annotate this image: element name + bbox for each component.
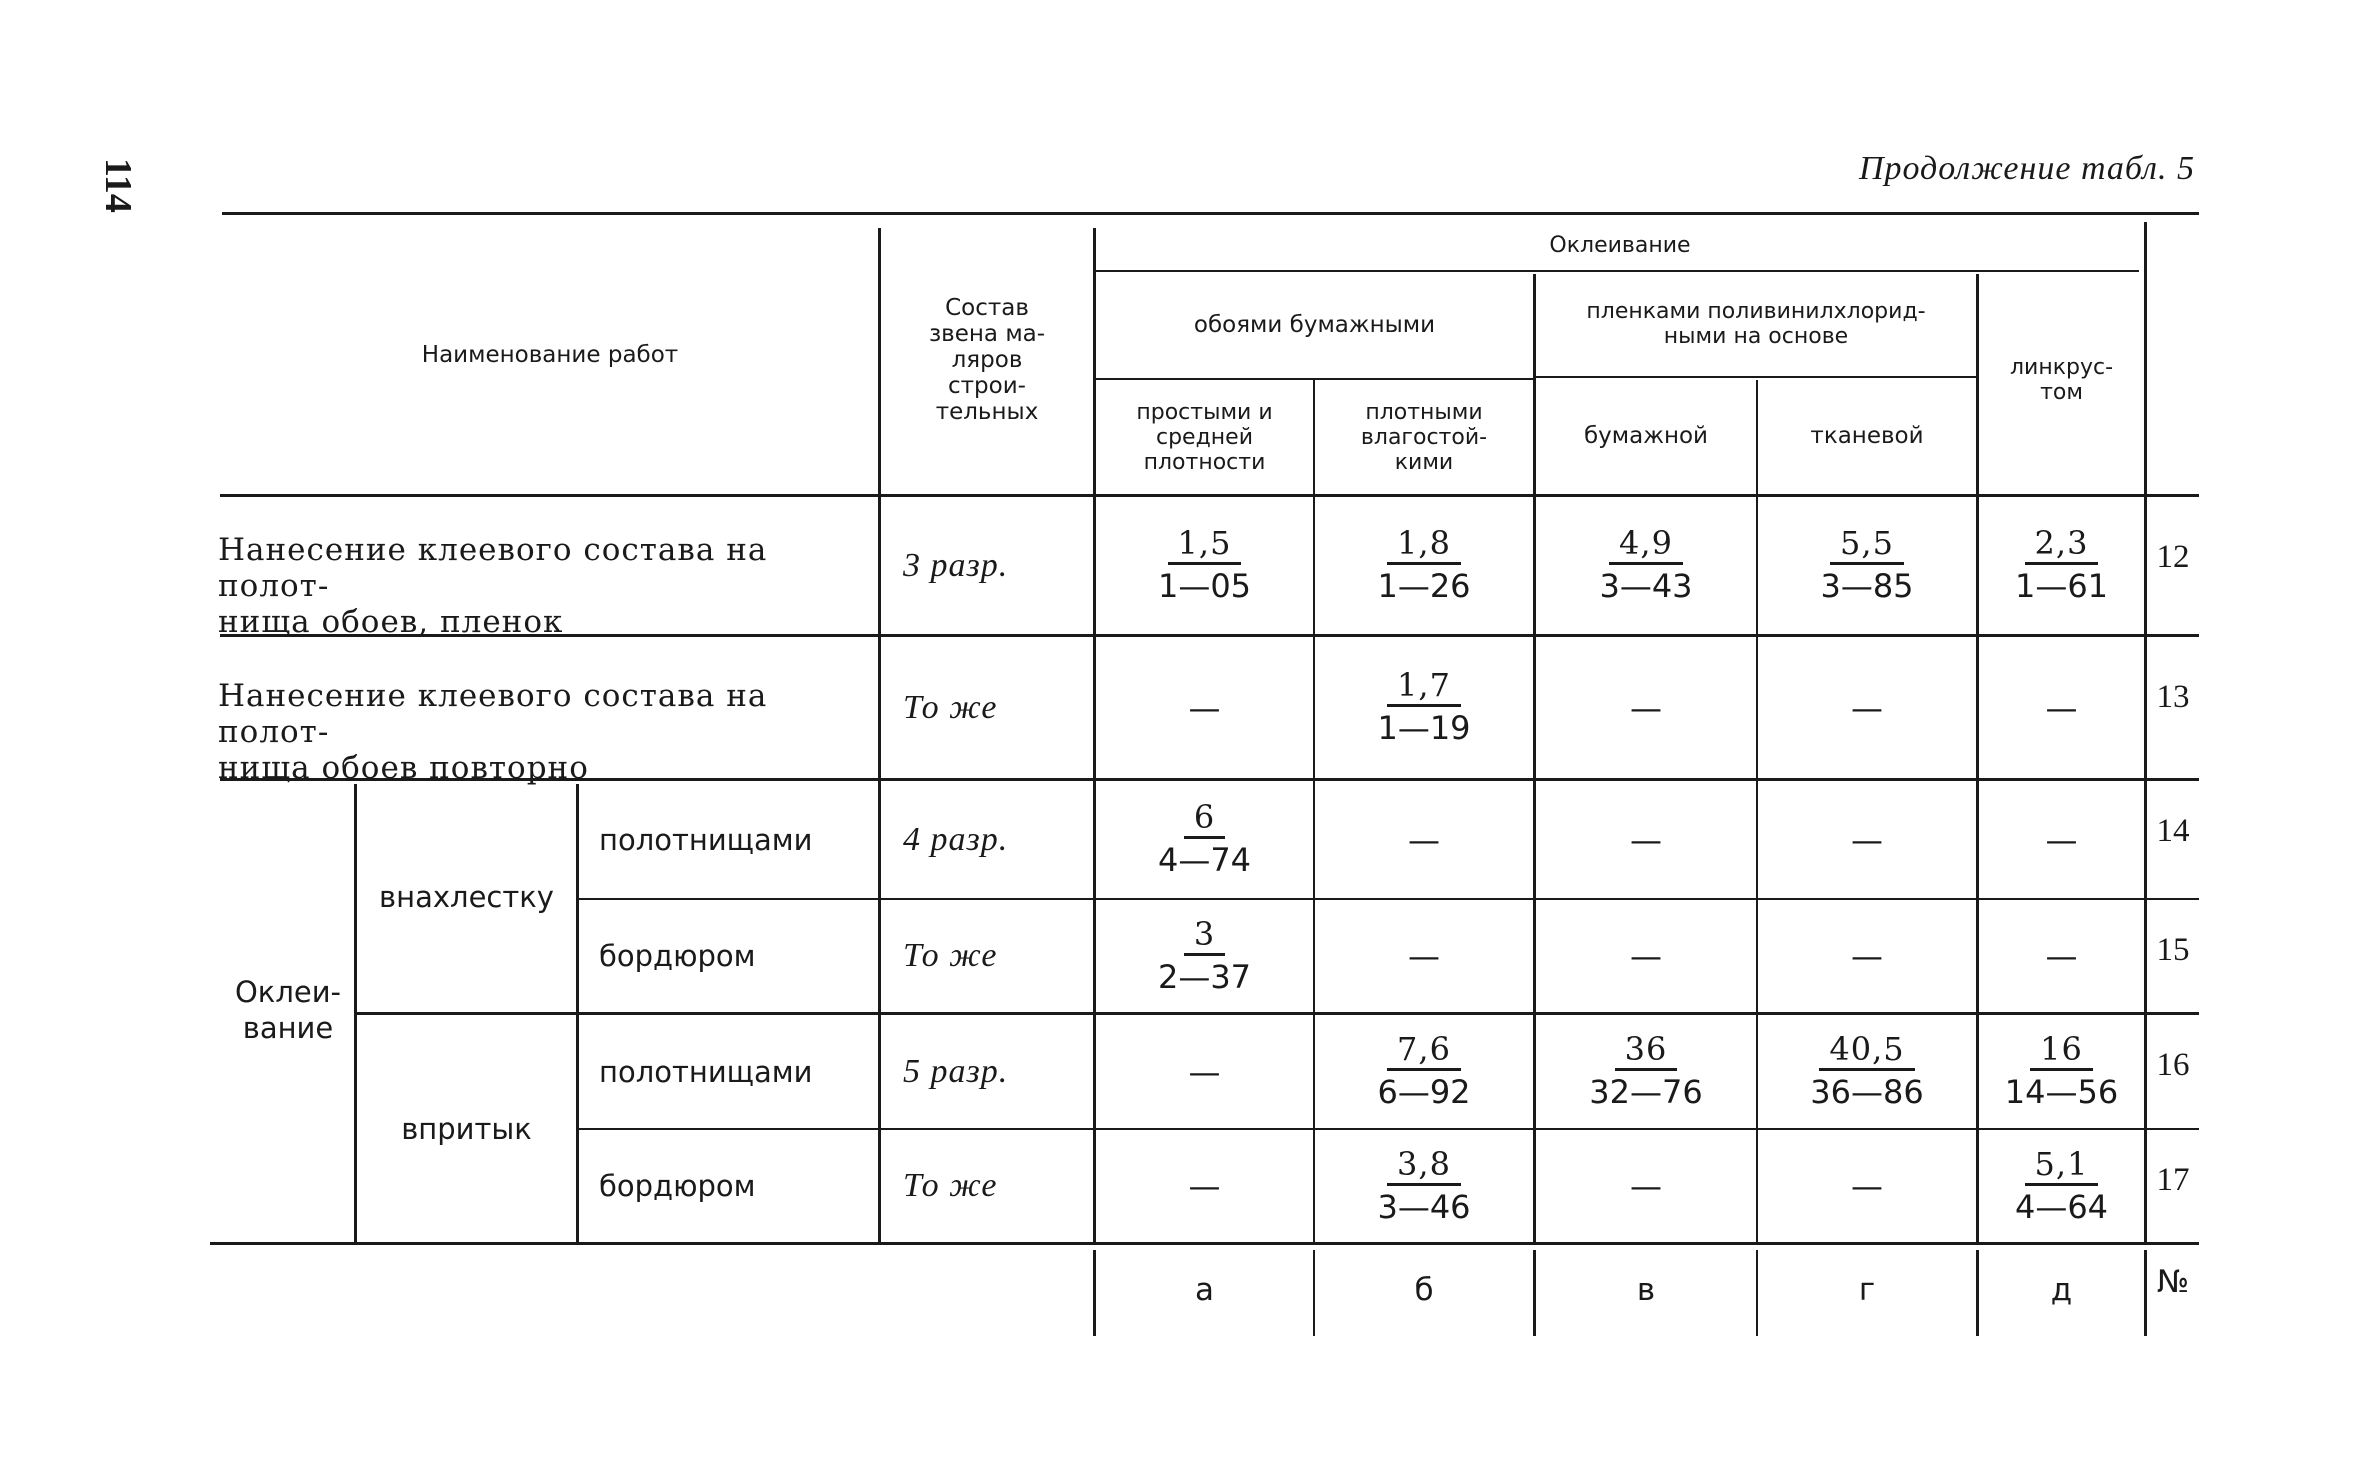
- header-col-c: бумажной: [1583, 423, 1709, 449]
- row-16-col-c: $\frac{36}{32—76}$: [1589, 1030, 1703, 1111]
- row-16-col-a: —: [1188, 1052, 1221, 1091]
- row-16-subtype: полотнищами: [599, 1054, 813, 1089]
- row-12-col-c: $\frac{4,9}{3—43}$: [1599, 524, 1693, 605]
- header-work-name: Наименование работ: [421, 341, 679, 368]
- column-key-e: д: [2050, 1272, 2073, 1308]
- number-sign: №: [2156, 1264, 2190, 1300]
- row-15-subtype: бордюром: [599, 939, 756, 973]
- row-15-number: 15: [2156, 931, 2190, 968]
- row-14-col-c: —: [1630, 820, 1662, 859]
- row-15-col-a: $\frac{3}{2—37}$: [1157, 914, 1252, 996]
- row-14-col-a: $\frac{6}{4—74}$: [1157, 798, 1252, 879]
- row-15-col-c: —: [1630, 937, 1662, 975]
- row-12-col-b: $\frac{1,8}{1—26}$: [1377, 524, 1471, 605]
- row-17-col-a: —: [1188, 1167, 1221, 1205]
- header-col-e: линкрус- том: [2009, 355, 2114, 405]
- row-17-col-d: —: [1851, 1167, 1883, 1205]
- row-13-col-c: —: [1630, 688, 1662, 727]
- row-17-col-b: $\frac{3,8}{3—46}$: [1377, 1144, 1471, 1226]
- row-13-number: 13: [2156, 678, 2190, 715]
- group-label-main: Оклеи- вание: [234, 975, 342, 1045]
- row-12-col-d: $\frac{5,5}{3—85}$: [1820, 524, 1914, 605]
- row-13-col-d: —: [1851, 688, 1883, 727]
- row-17-crew: То же: [903, 1167, 998, 1204]
- header-group-main: Оклеивание: [1549, 232, 1691, 258]
- column-key-c: в: [1636, 1272, 1656, 1308]
- row-16-col-d: $\frac{40,5}{36—86}$: [1810, 1030, 1924, 1111]
- row-15-col-d: —: [1851, 937, 1883, 975]
- row-12-crew: 3 разр.: [903, 546, 1009, 584]
- row-13-col-e: —: [2045, 688, 2078, 727]
- header-col-a: простыми и средней плотности: [1136, 399, 1273, 475]
- row-17-col-e: $\frac{5,1}{4—64}$: [2014, 1144, 2109, 1226]
- group-label-overlap: внахлестку: [379, 879, 554, 914]
- row-13-col-a: —: [1188, 688, 1221, 727]
- row-16-crew: 5 разр.: [903, 1052, 1009, 1090]
- continuation-title: Продолжение табл. 5: [1858, 150, 2195, 187]
- header-group-pvc: пленками поливинилхлорид- ными на основе: [1586, 299, 1926, 349]
- header-crew: Состав звена ма- ляров строи- тельных: [928, 295, 1046, 425]
- header-group-paper: обоями бумажными: [1193, 312, 1436, 338]
- page-number: 114: [97, 158, 139, 213]
- row-16-col-b: $\frac{7,6}{6—92}$: [1377, 1030, 1471, 1111]
- row-17-subtype: бордюром: [599, 1169, 756, 1203]
- header-col-b: плотными влагостой- кими: [1360, 399, 1488, 475]
- column-key-d: г: [1858, 1272, 1876, 1308]
- row-17-number: 17: [2156, 1161, 2190, 1198]
- row-13-col-b: $\frac{1,7}{1—19}$: [1377, 666, 1471, 747]
- row-16-number: 16: [2156, 1046, 2190, 1083]
- group-label-butt: впритык: [401, 1111, 532, 1146]
- row-14-col-d: —: [1851, 820, 1883, 859]
- row-14-subtype: полотнищами: [599, 822, 813, 857]
- row-15-col-e: —: [2045, 937, 2078, 975]
- row-14-col-e: —: [2045, 820, 2078, 859]
- row-12-col-e: $\frac{2,3}{1—61}$: [2014, 524, 2109, 605]
- column-key-a: а: [1195, 1272, 1214, 1308]
- row-12-col-a: $\frac{1,5}{1—05}$: [1157, 524, 1252, 605]
- header-col-d: тканевой: [1810, 423, 1924, 449]
- row-12-number: 12: [2156, 538, 2190, 575]
- row-15-crew: То же: [903, 937, 998, 974]
- row-13-crew: То же: [903, 688, 998, 726]
- row-13-name: Нанесение клеевого состава на полот- нища обоев повторно: [218, 678, 768, 786]
- row-16-col-e: $\frac{16}{14—56}$: [2004, 1030, 2119, 1111]
- column-key-b: б: [1414, 1272, 1434, 1308]
- row-17-col-c: —: [1630, 1167, 1662, 1205]
- row-14-number: 14: [2156, 812, 2190, 849]
- row-12-name: Нанесение клеевого состава на полот- нища обоев, пленок: [218, 532, 768, 640]
- row-15-col-b: —: [1408, 937, 1440, 975]
- row-14-col-b: —: [1408, 820, 1440, 859]
- row-14-crew: 4 разр.: [903, 820, 1009, 858]
